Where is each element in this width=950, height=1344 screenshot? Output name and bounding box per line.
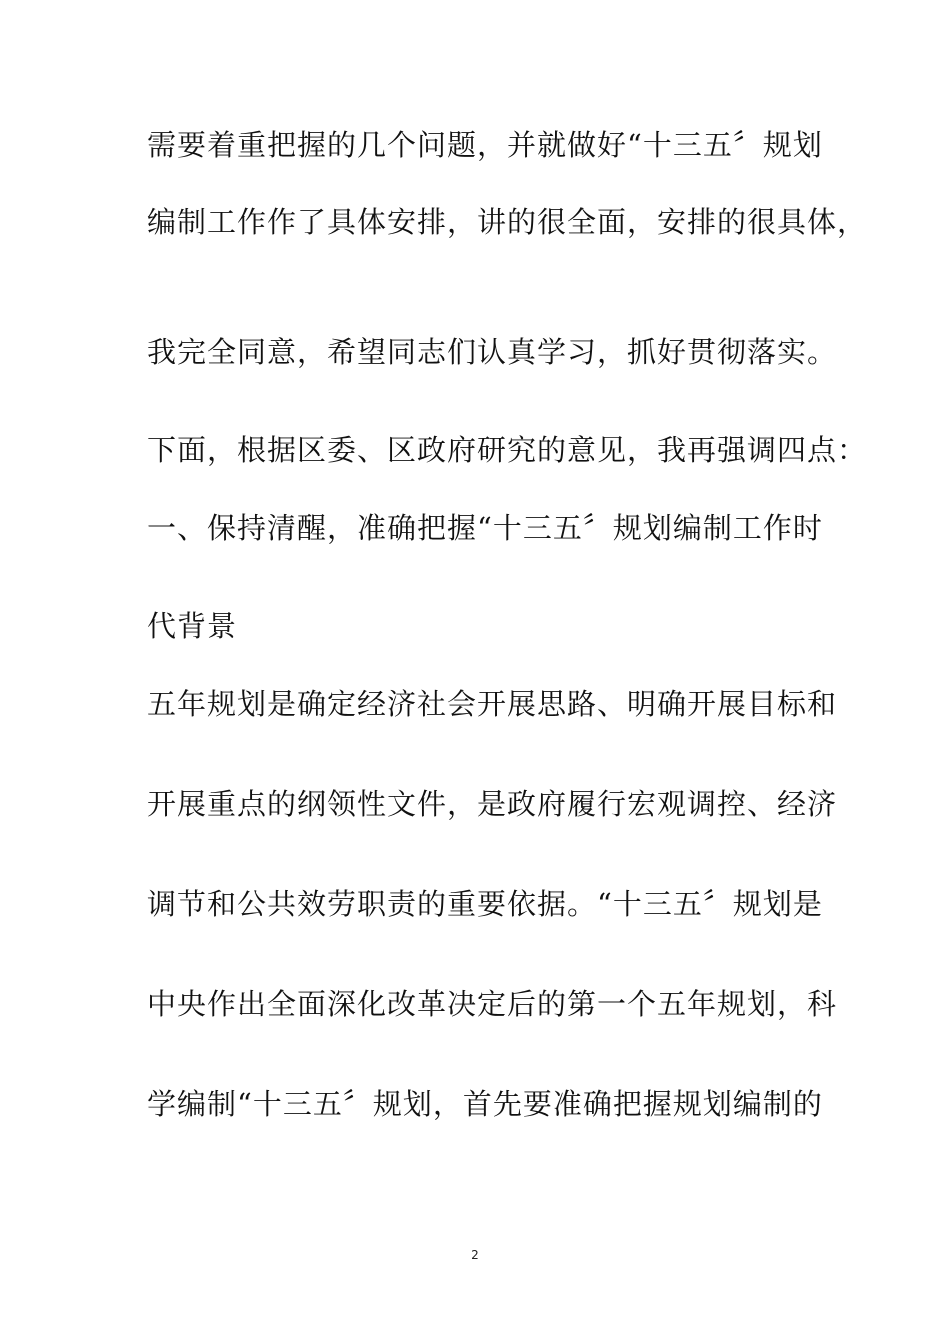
page-number: 2 — [471, 1248, 479, 1262]
text-line: 学编制“十三五〞规划，首先要准确把握规划编制的 — [147, 1087, 823, 1121]
section-heading-line: 代背景 — [147, 609, 238, 643]
text-line: 开展重点的纲领性文件，是政府履行宏观调控、经济 — [147, 787, 838, 821]
text-line: 调节和公共效劳职责的重要依据。“十三五〞规划是 — [147, 887, 823, 921]
text-line: 我完全同意，希望同志们认真学习，抓好贯彻落实。 — [147, 335, 838, 369]
text-line: 需要着重把握的几个问题，并就做好“十三五〞规划 — [147, 128, 823, 162]
text-line: 编制工作作了具体安排，讲的很全面，安排的很具体， — [147, 205, 868, 239]
text-line: 下面，根据区委、区政府研究的意见，我再强调四点： — [147, 433, 868, 467]
section-heading-line: 一、保持清醒，准确把握“十三五〞规划编制工作时 — [147, 511, 823, 545]
text-line: 中央作出全面深化改革决定后的第一个五年规划，科 — [147, 987, 838, 1021]
text-line: 五年规划是确定经济社会开展思路、明确开展目标和 — [147, 687, 838, 721]
